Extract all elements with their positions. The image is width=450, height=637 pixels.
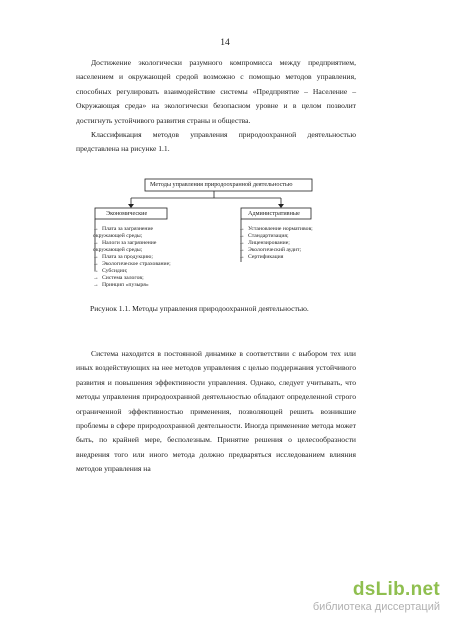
economic-item: → Плата за загрязнение окружающей среды; — [93, 226, 154, 239]
page-number: 14 — [220, 38, 230, 48]
watermark-subtitle: библиотека диссертаций — [312, 601, 440, 613]
economic-item: → Экологическое страхование; — [93, 261, 171, 267]
administrative-item: → Стандартизация; — [239, 233, 289, 239]
paragraph-1: Достижение экологически разумного компромисса между предприятием, населением и окружающей средой возможно с помощью методов управления, способных регулировать взаимодействие системы «Предприятие – Население – Окружающая среда» на экологически безопасном уровне и в целом позволит достигнуть устойчивого развития страны и общества. — [76, 58, 356, 125]
economic-item: → Принцип «пузыря» — [93, 282, 149, 288]
paragraph-2: Классификация методов управления природоохранной деятельностью представлена на рисунке 1.1. — [76, 130, 356, 154]
administrative-item: → Установление нормативов; — [239, 226, 313, 232]
economic-item: → Налоги за загрязнение окружающей среды; — [93, 240, 157, 253]
diagram-top-label: Методы управления природоохранной деятельностью — [150, 181, 293, 188]
watermark-logo: dsLib.net — [352, 579, 440, 600]
administrative-item: → Экологический аудит; — [239, 247, 302, 253]
economic-item: → Плата за продукцию; — [93, 254, 154, 260]
administrative-item: → Лицензирование; — [239, 240, 290, 246]
economic-item: → Система залогов; — [93, 275, 144, 281]
economic-item: → Субсидии; — [93, 268, 128, 274]
figure-caption: Рисунок 1.1. Методы управления природоохранной деятельностью. — [90, 304, 309, 313]
administrative-title: Административные — [248, 210, 300, 217]
classification-diagram — [76, 174, 356, 288]
paragraph-3: Система находится в постоянной динамике в соответствии с выбором тех или иных воздействующих на нее методов управления с целью поддержания устойчивого развития и повышения эффективности управления. Однако, следует учитывать, что методы управления природоохранной деятельностью обладают определенной строго ограниченной эффективностью применения, позволяющей решить возникшие проблемы в сфере природоохранной деятельности. Иногда применение метода может быть, по крайней мере, бесполезным. Принятие решения о целесообразности внедрения того или иного метода должно предваряться исследованием влияния методов управления на — [76, 349, 356, 474]
site-watermark — [313, 579, 440, 613]
administrative-item: → Сертификация — [239, 254, 284, 260]
economic-title: Экономические — [106, 210, 148, 217]
